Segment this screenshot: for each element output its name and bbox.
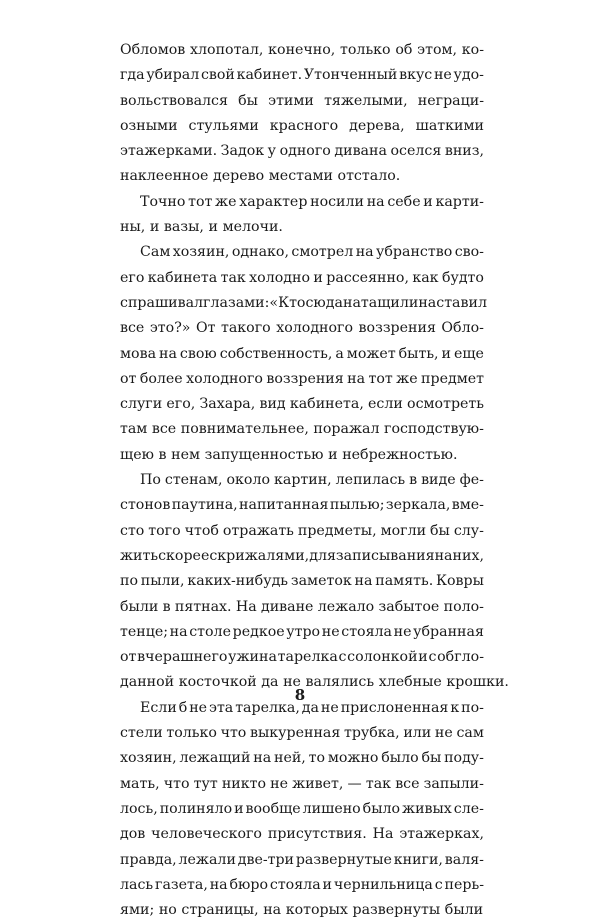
text-line: данной косточкой да не валялись хлебные крошки.: [120, 674, 509, 691]
text-line: По стенам, около картин, лепилась в виде фе-: [140, 472, 484, 489]
text-line: от вчерашнего ужина тарелка с солонкой и с обгло-: [120, 649, 484, 666]
text-line: Сам хозяин, однако, смотрел на убранство сво-: [140, 244, 484, 261]
text-line: слуги его, Захара, вид кабинета, если осмотреть: [120, 396, 484, 413]
text-line: лось, полиняло и вообще лишено было живых сле-: [120, 800, 484, 817]
text-line: лась газета, на бюро стояла и чернильница с перь-: [120, 876, 484, 893]
text-line: стонов паутина, напитанная пылью; зеркала, вме-: [120, 497, 484, 514]
text-line: стели только что выкуренная трубка, или не сам: [120, 725, 484, 742]
text-line: спрашивал глазами: «Кто сюда натащил и наставил: [120, 294, 487, 311]
text-line: Если б не эта тарелка, да не прислоненная к по-: [140, 699, 484, 716]
paragraph: [120, 240, 487, 468]
text-line: от более холодного воззрения на тот же предмет: [120, 370, 484, 387]
text-line: ями; но страницы, на которых развернуты были: [120, 902, 484, 919]
page-number: 8: [294, 686, 306, 704]
text-line: наклеенное дерево местами отстало.: [120, 168, 401, 185]
text-line: гда убирал свой кабинет. Утонченный вкус не удо-: [120, 67, 484, 84]
text-line: вольствовался бы этими тяжелыми, неграци-: [120, 92, 484, 109]
text-line: мова на свою собственность, а может быть, и еще: [120, 345, 484, 362]
body-text: [120, 38, 509, 923]
paragraph: [120, 190, 484, 241]
text-line: были в пятнах. На диване лежало забытое поло-: [120, 598, 484, 615]
text-line: правда, лежали две-три развернутые книги, валя-: [120, 851, 484, 868]
paragraph: [120, 696, 484, 923]
text-line: все это?» От такого холодного воззрения Обло-: [120, 320, 484, 337]
paragraph: [120, 468, 509, 696]
text-line: хозяин, лежащий на ней, то можно было бы поду-: [120, 750, 484, 767]
paragraph: [120, 38, 484, 190]
text-line: Точно тот же характер носили на себе и карти-: [140, 193, 484, 210]
text-line: по пыли, каких-нибудь заметок на память. Ковры: [120, 573, 484, 590]
text-line: ны, и вазы, и мелочи.: [120, 219, 283, 236]
text-line: жить скорее скрижалями, для записывания на них,: [120, 547, 484, 564]
text-line: Обломов хлопотал, конечно, только об этом, ко-: [120, 42, 484, 58]
text-line: этажерками. Задок у одного дивана оселся вниз,: [120, 143, 484, 160]
text-line: сто того чтоб отражать предметы, могли бы слу-: [120, 522, 484, 539]
text-line: мать, что тут никто не живет, — так все запыли-: [120, 775, 484, 792]
text-line: озными стульями красного дерева, шаткими: [120, 117, 484, 134]
text-line: щею в нем запущенностью и небрежностью.: [120, 446, 458, 463]
text-line: его кабинета так холодно и рассеянно, как будто: [120, 269, 484, 286]
text-line: дов человеческого присутствия. На этажерках,: [120, 826, 484, 843]
text-line: там все повнимательнее, поражал господствую-: [120, 421, 484, 438]
text-line: тенце; на столе редкое утро не стояла не убранная: [120, 623, 484, 640]
